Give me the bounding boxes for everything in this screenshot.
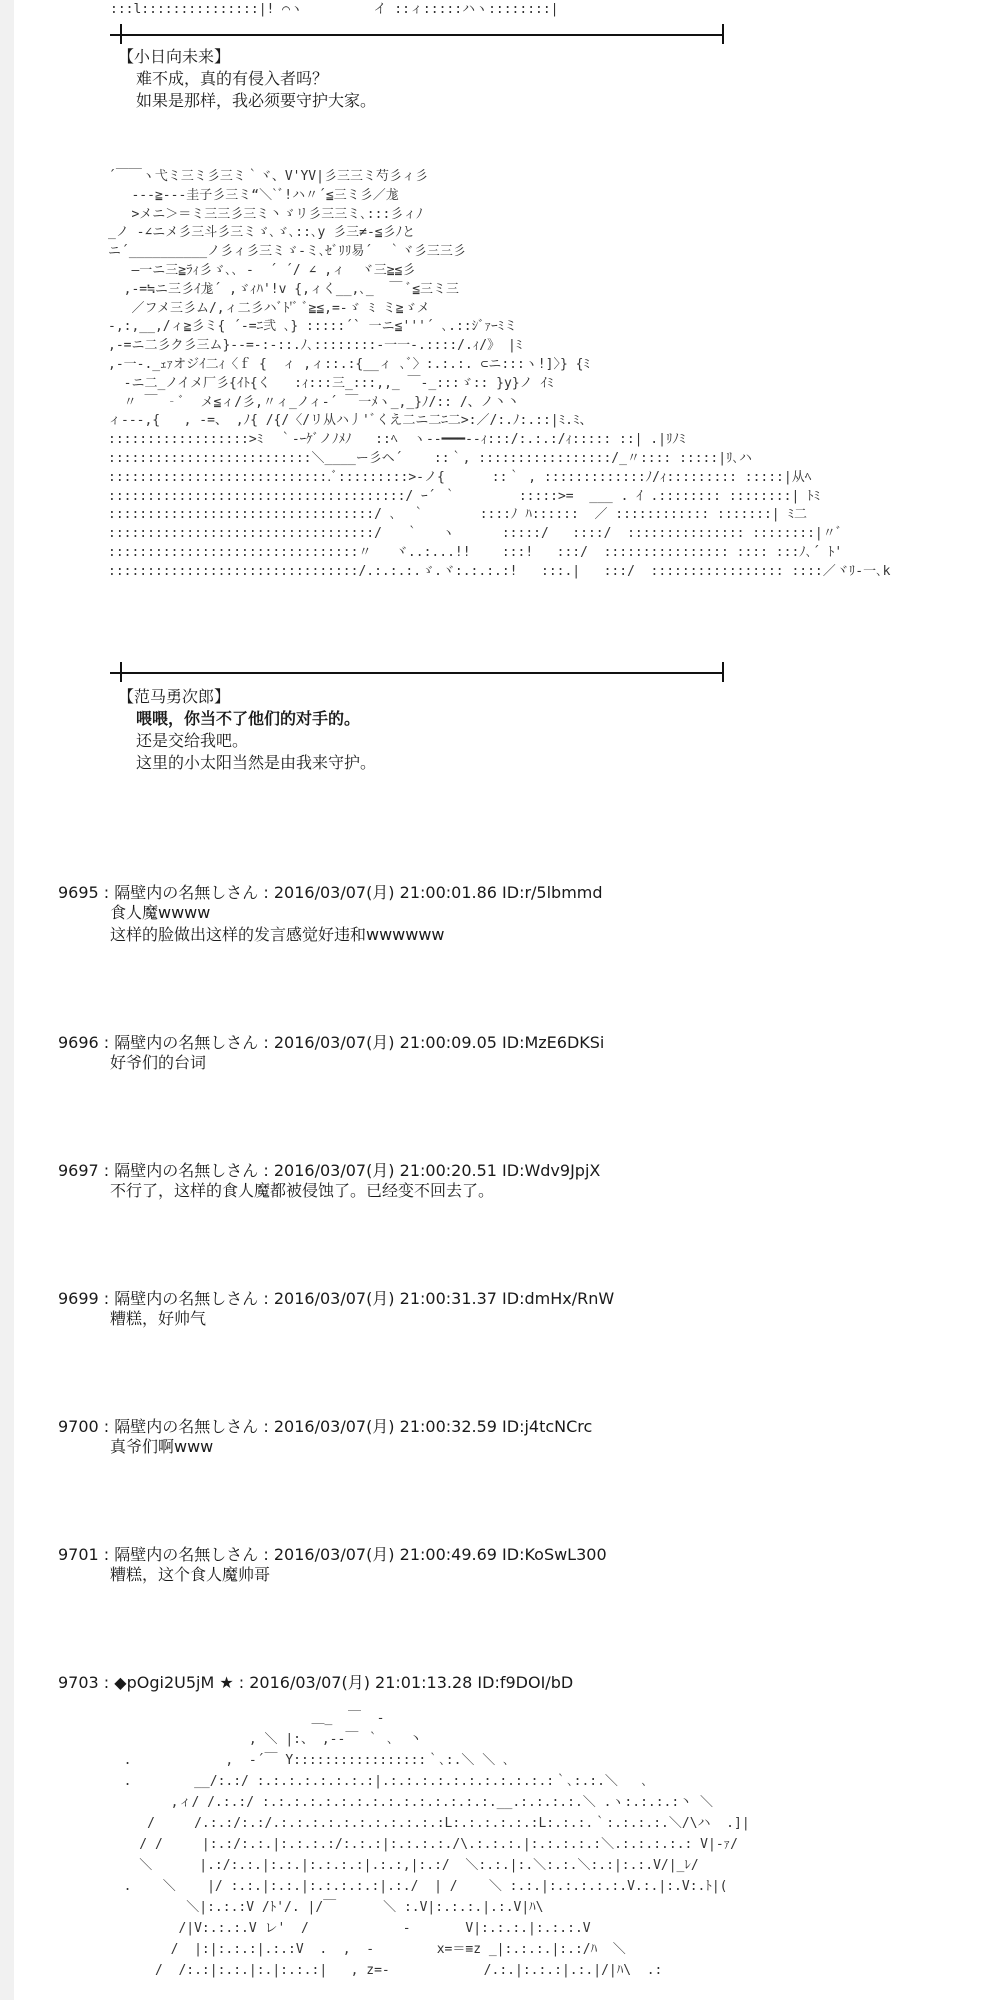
post-body (110, 1180, 494, 1202)
post-line: 好爷们的台词 (110, 1053, 207, 1072)
post-line: 这样的脸做出这样的发言感觉好违和wwwwww (110, 925, 445, 944)
post-line: 食人魔wwww (110, 903, 211, 922)
post-header: 9700 : 隔壁内の名無しさん : 2016/03/07(月) 21:00:32.59 ID:j4tcNCrc (58, 1417, 593, 1436)
divider-tick-right (722, 662, 724, 682)
dialogue-line: 还是交给我吧。 (136, 731, 249, 750)
post-line: 糟糕，这个食人魔帅哥 (110, 1565, 271, 1584)
post-line: 糟糕，好帅气 (110, 1309, 207, 1328)
post-body (110, 1564, 270, 1586)
post-body (110, 1436, 213, 1458)
top-ascii-fragment: :::l:::::::::::::::|! ⌒ヽ イ ::ィ:::::ハヽ::::::::| (110, 2, 559, 17)
post-header: 9697 : 隔壁内の名無しさん : 2016/03/07(月) 21:00:20.51 ID:Wdv9JpjX (58, 1161, 601, 1180)
post-header: 9696 : 隔壁内の名無しさん : 2016/03/07(月) 21:00:09.05 ID:MzE6DKSi (58, 1033, 605, 1052)
post-line: 不行了，这样的食人魔都被侵蚀了。已经变不回去了。 (110, 1181, 495, 1200)
dialogue-line: 喂喂，你当不了他们的对手的。 (136, 709, 361, 728)
post-header: 9695 : 隔壁内の名無しさん : 2016/03/07(月) 21:00:01.86 ID:r/5lbmmd (58, 883, 603, 902)
divider-rule-top (110, 34, 724, 36)
post-header: 9703 : ◆pOgi2U5jM ★ : 2016/03/07(月) 21:01:13.28 ID:f9DOI/bD (58, 1673, 574, 1692)
post-body (110, 902, 445, 946)
post-line: 真爷们啊www (110, 1437, 214, 1456)
divider-tick-left (120, 662, 122, 682)
post-header: 9699 : 隔壁内の名無しさん : 2016/03/07(月) 21:00:31.37 ID:dmHx/RnW (58, 1289, 615, 1308)
dialogue-line: 如果是那样，我必须要守护大家。 (136, 91, 377, 110)
divider-tick-left (120, 24, 122, 44)
ascii-art-character-2: ＿_ ￣ ‐ , ＼ |:、 ,‐‐￣ ｀ ､ 丶 . , ‐´￣ Y:::::::::::::::::｀､:.＼ ＼ ､ . __/:.:/ :.:.:.:.:.:.:.:|.:.:.:.:.:.:.:.:.:.:.:｀､:.:.＼ ､ ,ィ/ /.:.:/ :.:.:.:.:.:.:.:.:.:.:.:.:.:.:.__.:.:.:.:.＼ .ヽ:.:.:.:丶 ＼ / /.:.:/:.:/.:.:.:.:.:.:.:.:.:.:.:L:.:.:.:.:.:L:.:.:.｀:.:.:.:.＼/\ハ .]| / / |:.:/:.:.|:.:.:.:/:.:.:|:.:.:.:./\.:.:.:.|:.:.:.:.:＼.:.:.:.:.: V|‐ｧ/ ＼ |.:/:.:.|:.:.|:.:.:.:|.:.:,|:.:/ ＼:.:.|:.＼:.:.＼:.:|:.:.V/|_ﾚ/ . ＼ |/ :.:.|:.:.|:.:.:.:.:|.:./ | / ＼ :.:.|:.:.:.:.:.V.:.|:.V:.ﾄ|( ＼|:.:.:V /ﾄ'/. |/￣ ＼ :.V|:.:.:.|.:.V|ﾊ\ /|V:.:.:.V レ' / ‐ V|:.:.:.|:.:.:.V / |:|:.:.:|.:.:V . , ‐ x=＝≡z _|:.:.:.|:.:/ﾊ ＼ / /:.:|:.:.|:.|:.:.:| , z=‐ /.:.|:.:.:|.:.|/|ﾊ\ .: (123, 1711, 750, 1978)
divider-rule-middle (110, 672, 724, 674)
post-header: 9701 : 隔壁内の名無しさん : 2016/03/07(月) 21:00:49.69 ID:KoSwL300 (58, 1545, 607, 1564)
dialogue-line: 这里的小太阳当然是由我来守护。 (136, 753, 377, 772)
divider-tick-right (722, 24, 724, 44)
post-body (110, 1308, 206, 1330)
left-margin-strip (0, 0, 14, 2000)
post-body (110, 1052, 206, 1074)
speaker-name-tag: 【范马勇次郎】 (118, 687, 231, 706)
speaker-name-tag: 【小日向未来】 (118, 47, 231, 66)
dialogue-line: 难不成，真的有侵入者吗？ (136, 69, 329, 88)
ascii-art-character-1: ´￣￣ヽ弋ミ三ミ彡三ミ｀ヾ、V'YV|彡三三ミ芍彡ィ彡 ‐‐‐≧‐‐‐圭子彡三ミ“＼`ﾞ!ハ〃´≦三ミ彡／尨 >メニ＞＝ミ三三彡三ミ丶ゞリ彡三三ミ､:::彡ィﾉ _ノ ‐∠ニメ彡三斗彡三ミゞ､ゞ､::､y 彡三≠‐≦彡ﾉと ニ´__________ノ彡ィ彡三ミゞ‐ミ､ｾﾞﾘﾘ易´ ｀ヾ彡三三彡 ―一ニ三≧ﾗｨ彡ゞ､､ ‐ ´ ´/ ∠ ,ィ ヾ三≧≦彡 ,‐=≒ニ三彡ｲ尨´ ,ゞｨﾊ'!v {,ィく__,､_ ￣ ﾞ≦三ミ三 ／フメ三彡ム/,ィ二彡ハﾞﾄ'ﾞ ﾞ≧≦,=‐ゞ ﾐ ミ≧ゞメ ‐,:,__,/ィ≧彡ミ{ ´‐=ﾆ弐 ､} :::::´` 一ニ≦'''´ ､.::ｼﾞｧｰﾐミ ,‐=ニ二彡ク彡三ム}‐‐=-:‐::.ﾉ､::::::::‐一一‐.::::/.ｨ/》 |ﾐ ,‐一‐._ｪｧオジｲ二ｨ〈ｆ { ィ ,ィ::.:{__ィ ､ﾞ〉:.:.:. ⊂ニ:::ヽ!]〉} {ﾐ ‐ニ二_ノイメ厂彡{ｲﾄ{く :ｨ:::三_:::,,_ ￣‐_:::ゞ:: }y}ノ ｲﾐ 〃 ￣ ‐ﾞ メ≦ィ/彡,〃ィ_ノィ‐´ ￣一ﾒヽ_,_}ﾉ/:: /、ノ丶丶 ィ‐‐‐,{ , ‐=、 ,ﾉ{ /{/〈/リ从ハ丿'ﾞくえ二ニ二ﾆ二>:／/:.ﾉ:.::|ﾐ.ﾐ、 ::::::::::::::::::>ﾐ ｀‐ｰｹﾞノﾉﾒﾉ ::ﾍ ヽ‐‐━━━‐‐ｨ:::/:.:.:/ｨ::::: ::| .|ﾘﾉﾐ ::::::::::::::::::::::::::＼____ー彡ヘ´ ::｀, :::::::::::::::::/_〃:::: :::::|ﾘ､ハ ::::::::::::::::::::::::::::.ﾞ:::::::::>‐ノ{ ::｀ , :::::::::::::ﾉ/ｨ::::::::: :::::|从ﾍ ::::::::::::::::::::::::::::::::::::::/ ｰ´ ｀ :::::>= ___ . ｲ .:::::::: ::::::::| ﾄﾐ ::::::::::::::::::::::::::::::::::/ ､ ｀ ::::ﾉ ﾊ:::::: ／ :::::::::::: :::::::| ﾐ二 ::::::::::::::::::::::::::::::::::/ ｀ ヽ :::::/ ::::/ ::::::::::::::: ::::::::|〃ﾞ ::::::::::::::::::::::::::::::::〃 ヾ..:...!! :::! :::/ :::::::::::::::: :::: :::ﾉ､´ ﾄ' ::::::::::::::::::::::::::::::::/.:.:.:.ゞ.ヾ:.:.:.:! :::.| :::/ ::::::::::::::::: ::::／ヾﾘ‐一､k (108, 169, 891, 579)
